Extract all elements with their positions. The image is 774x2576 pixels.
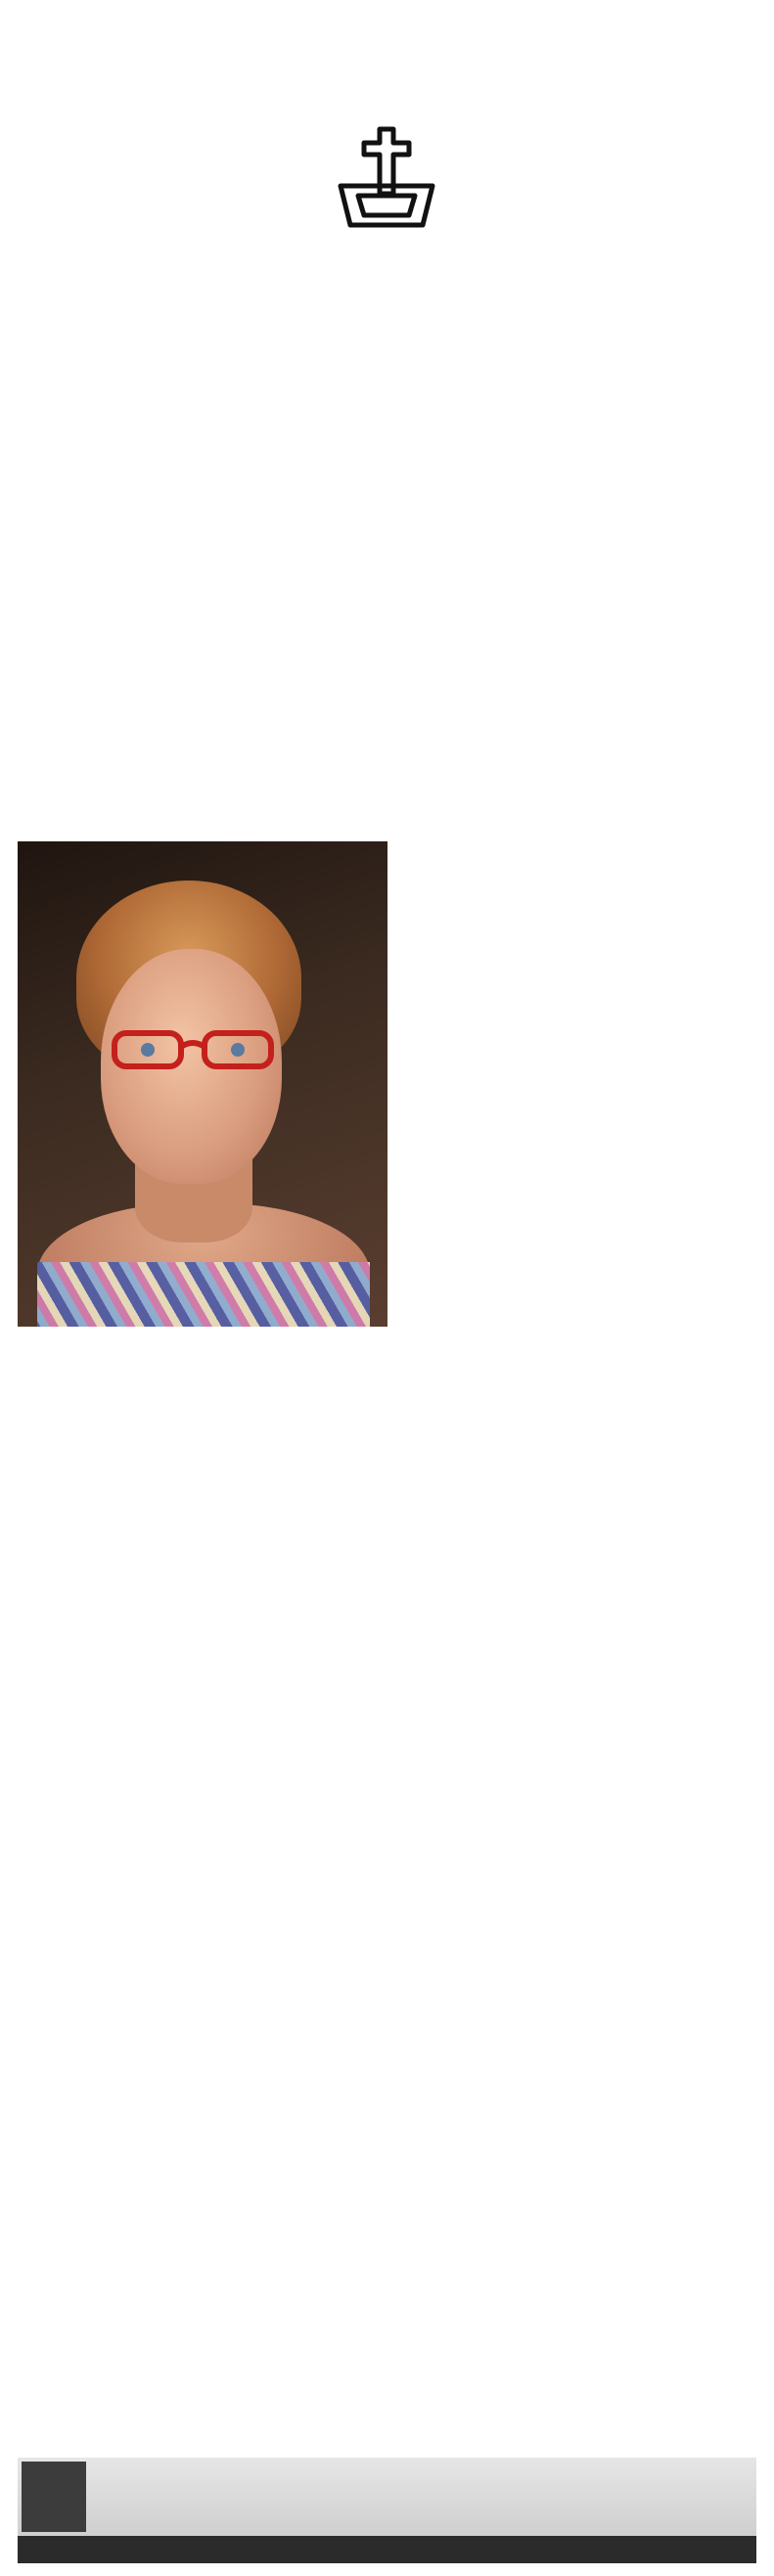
banner-top (18, 2458, 756, 2536)
portrait-photo (18, 841, 387, 1327)
locations-bar (18, 2536, 756, 2563)
cross-boat-icon (335, 125, 438, 235)
hendrick-logo-icon (22, 2462, 86, 2532)
funeral-home-banner (18, 2458, 756, 2563)
glasses-icon (111, 1027, 277, 1072)
